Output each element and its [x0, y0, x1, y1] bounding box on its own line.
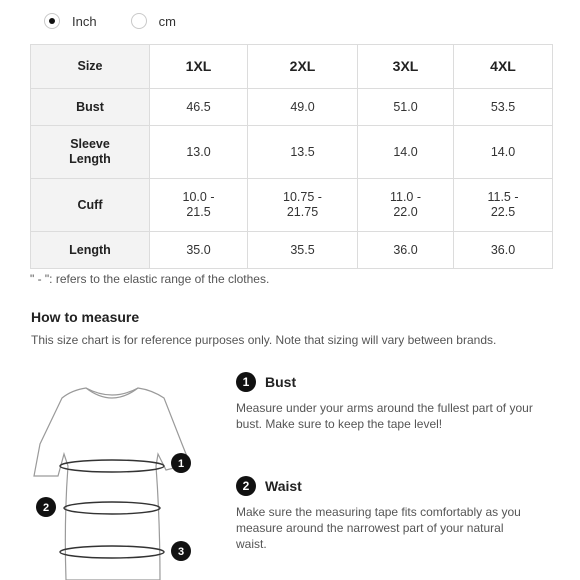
garment-illustration: [0, 380, 230, 580]
unit-inch-radio[interactable]: [44, 13, 97, 29]
marker-1: [171, 453, 191, 473]
table-cell: 35.5: [248, 232, 358, 269]
marker-2: [36, 497, 56, 517]
table-cell: 10.0 - 21.5: [150, 179, 248, 232]
measure-lines: [60, 460, 164, 558]
header-size: Size: [31, 45, 150, 89]
table-cell: 46.5: [150, 89, 248, 126]
table-cell: 36.0: [358, 232, 454, 269]
measure-waist-title: Waist: [265, 478, 302, 494]
table-cell: 13.0: [150, 126, 248, 179]
header-2xl: 2XL: [248, 45, 358, 89]
table-header-row: [31, 45, 553, 89]
measure-bust-title: Bust: [265, 374, 297, 390]
bust-line: [60, 460, 164, 472]
step-2-badge: 2: [236, 476, 256, 496]
table-row: [31, 179, 553, 232]
table-row: [31, 232, 553, 269]
unit-cm-label: cm: [158, 13, 176, 29]
header-1xl: 1XL: [150, 45, 248, 89]
size-chart-table: [30, 44, 553, 269]
table-cell: 51.0: [358, 89, 454, 126]
header-4xl: 4XL: [454, 45, 553, 89]
table-cell: 11.0 - 22.0: [358, 179, 454, 232]
row-label-sleeve-length: Sleeve Length: [31, 126, 150, 179]
row-label-cuff: Cuff: [31, 179, 150, 232]
marker-3: [171, 541, 191, 561]
table-cell: 13.5: [248, 126, 358, 179]
radio-checked-icon: [44, 13, 60, 29]
unit-toggle: [44, 13, 210, 29]
measure-bust: [236, 372, 566, 432]
table-cell: 36.0: [454, 232, 553, 269]
shirt-outline: [34, 388, 190, 580]
table-cell: 11.5 - 22.5: [454, 179, 553, 232]
table-cell: 35.0: [150, 232, 248, 269]
measure-waist: [236, 476, 566, 552]
step-1-badge: 1: [236, 372, 256, 392]
table-cell: 10.75 - 21.75: [248, 179, 358, 232]
hip-line: [60, 546, 164, 558]
row-label-length: Length: [31, 232, 150, 269]
unit-inch-label: Inch: [72, 13, 97, 29]
measure-waist-heading: [236, 476, 566, 496]
table-row: [31, 89, 553, 126]
measure-bust-text: Measure under your arms around the fullest part of your bust. Make sure to keep the tape level!: [236, 401, 533, 431]
how-to-measure-desc: This size chart is for reference purposes only. Note that sizing will vary between brands.: [31, 333, 497, 347]
marker-3-label: 3: [177, 546, 185, 558]
measure-bust-heading: [236, 372, 566, 392]
measure-waist-text: Make sure the measuring tape fits comfortably as you measure around the narrowest part of your natural waist.: [236, 505, 521, 551]
table-row: [31, 126, 553, 179]
table-cell: 53.5: [454, 89, 553, 126]
table-cell: 49.0: [248, 89, 358, 126]
table-cell: 14.0: [358, 126, 454, 179]
table-cell: 14.0: [454, 126, 553, 179]
header-3xl: 3XL: [358, 45, 454, 89]
marker-1-label: 1: [177, 458, 185, 470]
unit-cm-radio[interactable]: [131, 13, 176, 29]
elastic-range-note: " - ": refers to the elastic range of the clothes.: [30, 272, 270, 286]
row-label-bust: Bust: [31, 89, 150, 126]
marker-2-label: 2: [42, 502, 50, 514]
how-to-measure-title: How to measure: [31, 309, 140, 325]
waist-line: [64, 502, 160, 514]
radio-unchecked-icon: [131, 13, 147, 29]
